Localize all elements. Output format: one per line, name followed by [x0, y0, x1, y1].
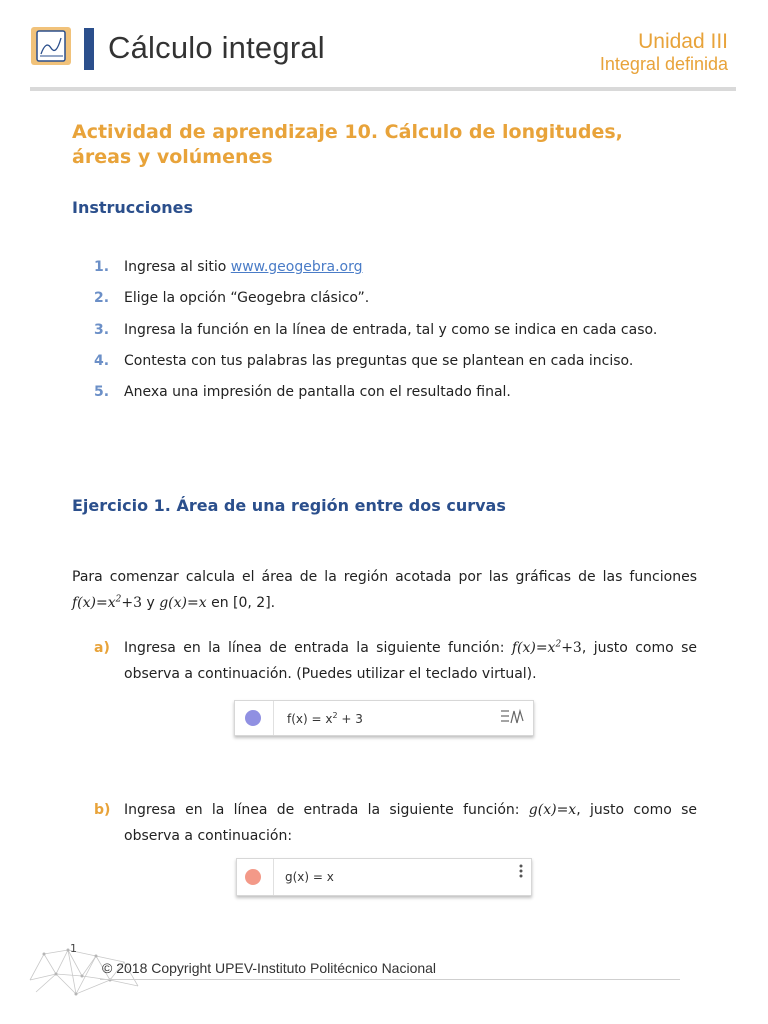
geogebra-link[interactable]: www.geogebra.org [230, 259, 363, 275]
step-a: a) Ingresa en la línea de entrada la siguiente función: $f(x)=x^2+3$, justo como se observa a continuación. (Puedes utilizar el teclado virtual). [94, 639, 697, 682]
f-function: $f(x)=x^2+3$ [72, 594, 143, 611]
footer-divider [100, 979, 680, 980]
unit-number: Unidad III [638, 30, 728, 53]
activity-title: Actividad de aprendizaje 10. Cálculo de longitudes, áreas y volúmenes [72, 121, 623, 168]
unit-topic: Integral definida [599, 54, 728, 75]
list-item: 1. Ingresa al sitio www.geogebra.org [94, 259, 363, 275]
g-input-expression[interactable]: g(x) = x [285, 870, 334, 884]
g-function: g(x)=x [159, 594, 207, 611]
activity-title-block [72, 120, 697, 169]
exercise-intro: Para comenzar calcula el área de la región acotada por las gráficas de las funciones $f(x)=x^2+3$ y g(x)=x en [0, 2]. [72, 569, 697, 611]
calculus-logo-icon [30, 26, 72, 66]
list-item: 5. Anexa una impresión de pantalla con el resultado final. [94, 384, 511, 401]
geogebra-input-bar-f[interactable] [234, 700, 534, 736]
exercise-title: Ejercicio 1. Área de una región entre dos curvas [72, 496, 506, 515]
list-item: 3. Ingresa la función en la línea de entrada, tal y como se indica en cada caso. [94, 321, 658, 338]
header-divider [30, 87, 736, 91]
course-title: Cálculo integral [108, 30, 325, 65]
more-options-icon[interactable] [517, 863, 525, 881]
list-item: 2. Elige la opción “Geogebra clásico”. [94, 290, 370, 307]
list-item: 4. Contesta con tus palabras las preguntas que se plantean en cada inciso. [94, 352, 634, 369]
page-header [0, 0, 768, 92]
f-input-expression[interactable]: $f(x) = x^2 + 3$ [287, 711, 363, 726]
unit-label [600, 30, 728, 75]
logo-divider [84, 28, 94, 70]
step-b: b) Ingresa en la línea de entrada la siguiente función: g(x)=x, justo como se observa a continuación: [94, 802, 697, 844]
geogebra-input-bar-g[interactable] [236, 858, 532, 896]
f-color-dot-icon[interactable] [245, 710, 261, 726]
copyright-text: © 2018 Copyright UPEV-Instituto Politécnico Nacional [102, 960, 437, 976]
page-number: 1 [70, 942, 77, 955]
g-color-dot-icon[interactable] [245, 869, 261, 885]
keyboard-toggle-icon[interactable] [499, 707, 525, 727]
instructions-heading: Instrucciones [72, 198, 194, 217]
instructions-list [94, 258, 697, 415]
